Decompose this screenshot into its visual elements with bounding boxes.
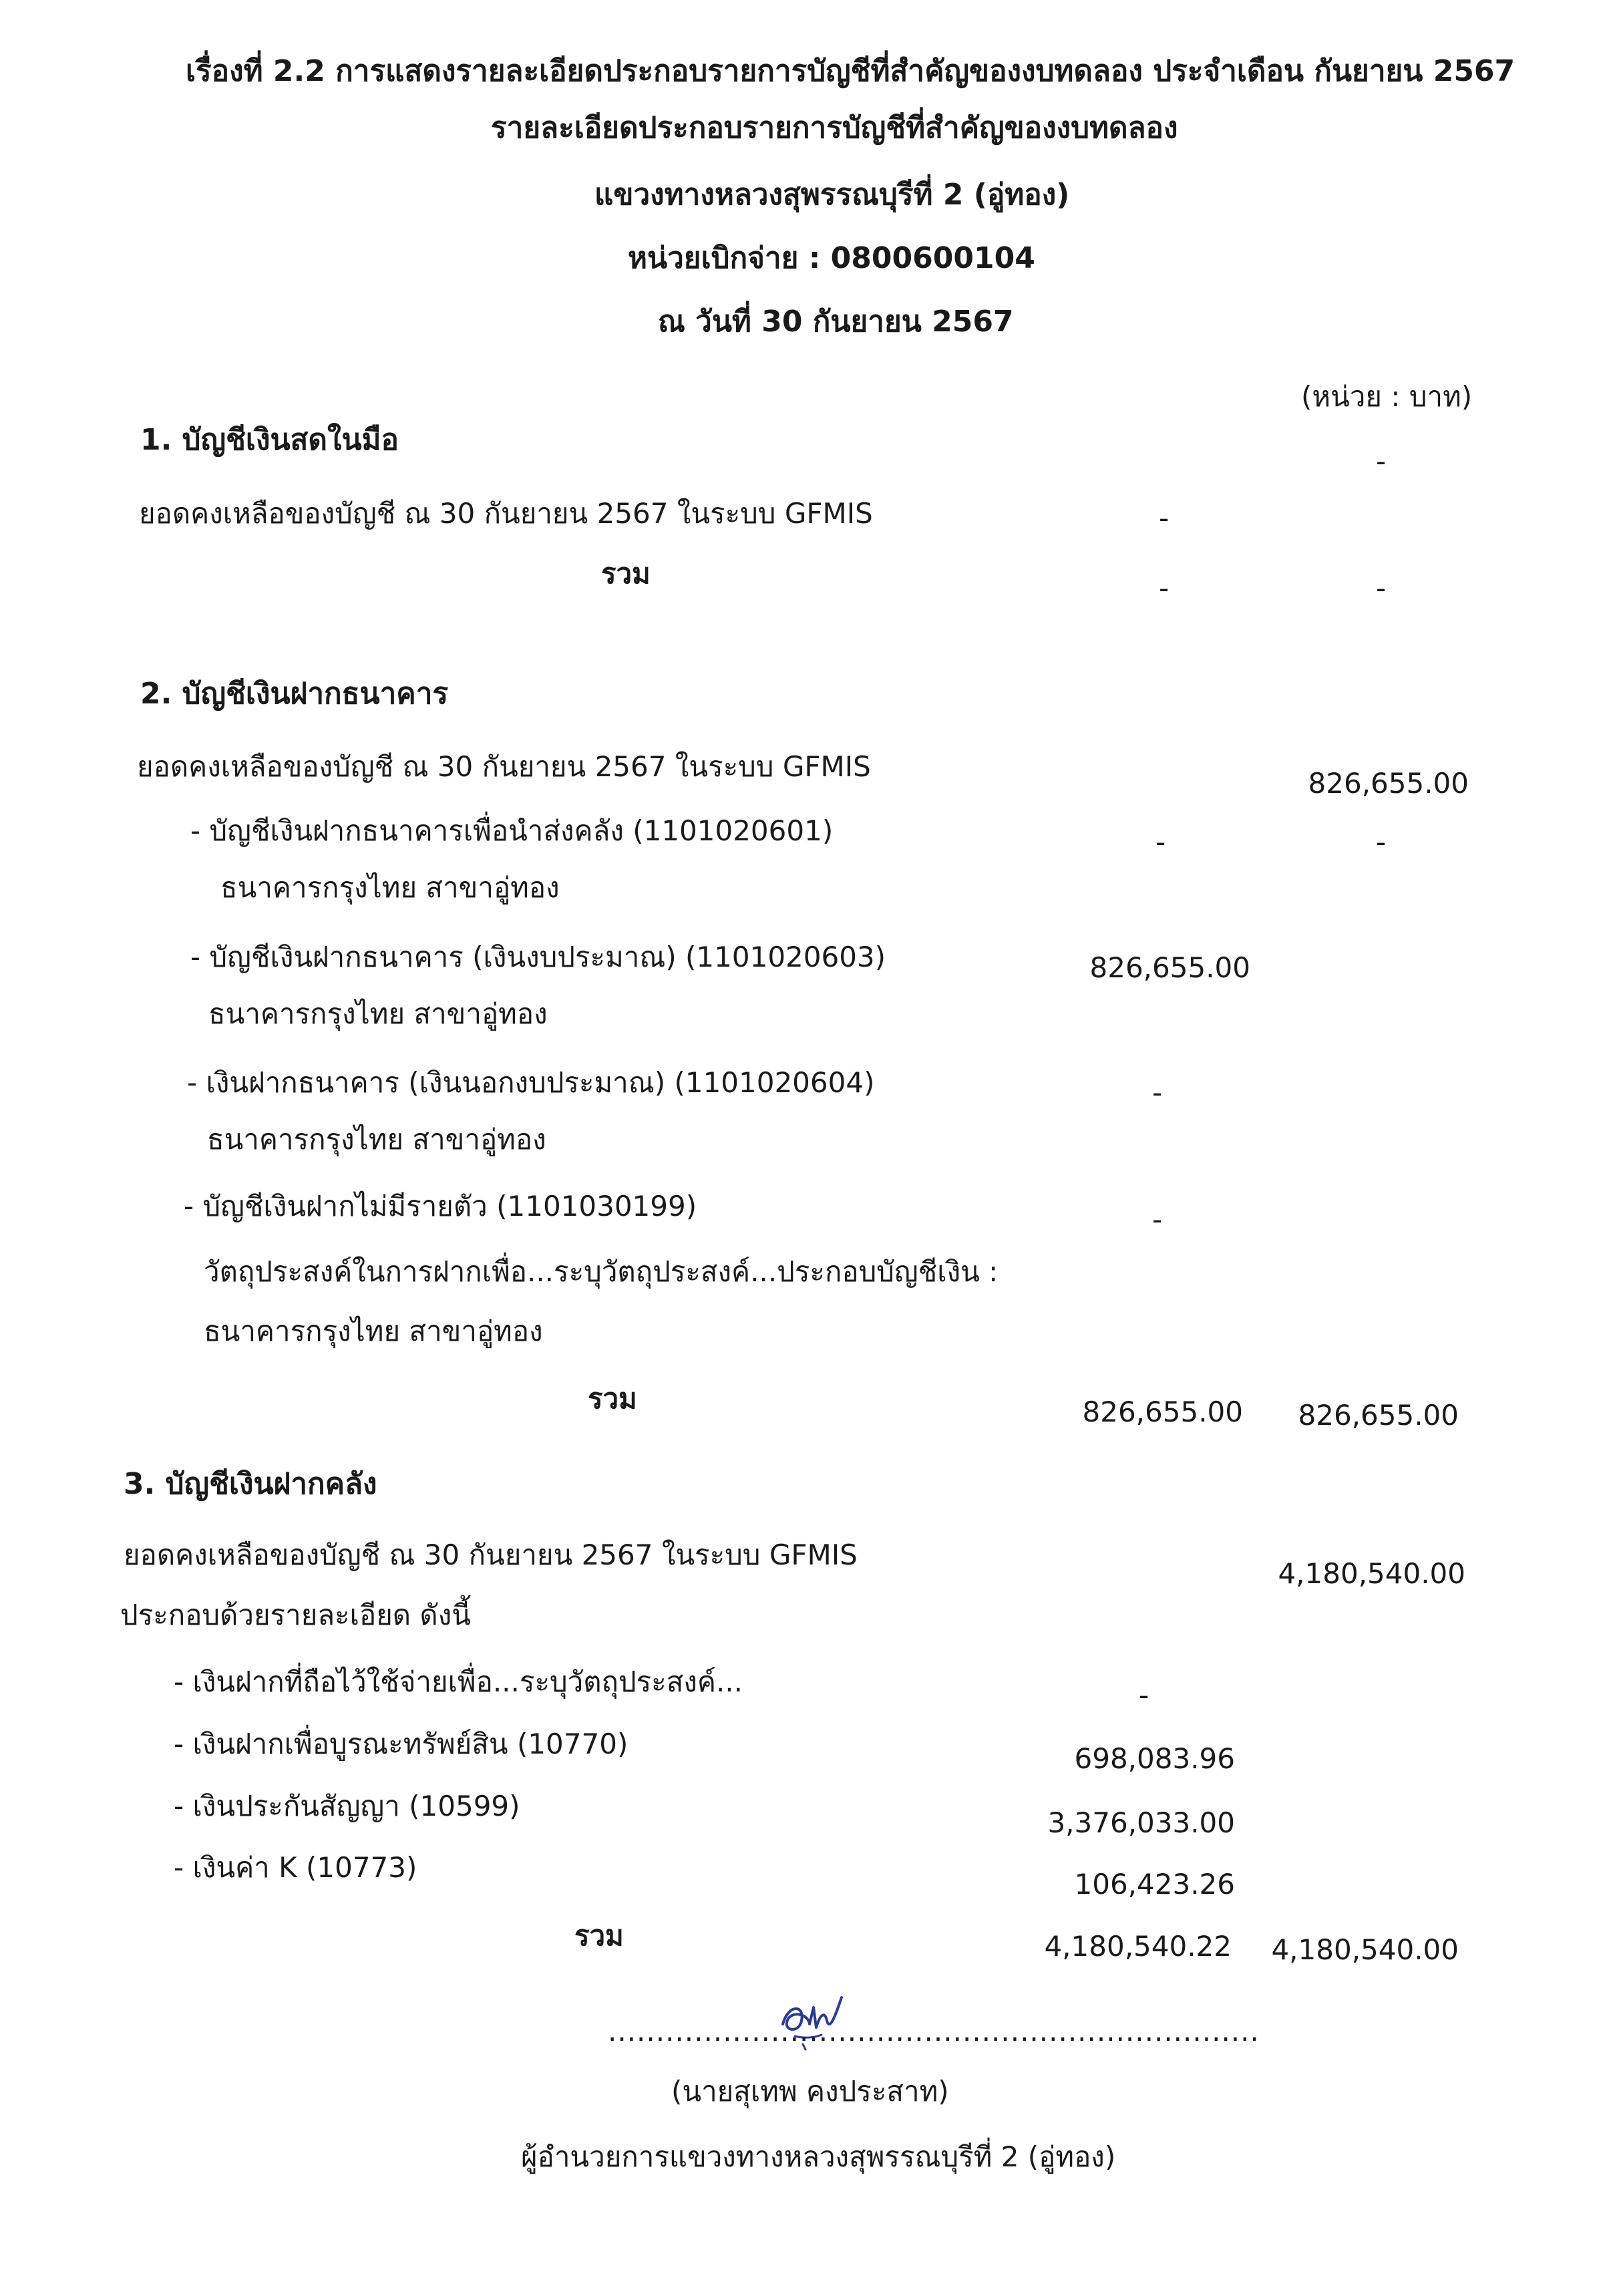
section3-item1-label: - เงินฝากที่ถือไว้ใช้จ่ายเพื่อ...ระบุวัตถุประสงค์... — [174, 1665, 743, 1698]
disbursement-unit: หน่วยเบิกจ่าย : 0800600104 — [628, 241, 1035, 275]
section1-total-col2: - — [1376, 572, 1387, 605]
section3-item3-label: - เงินประกันสัญญา (10599) — [174, 1790, 520, 1822]
section2-item4-bank: ธนาคารกรุงไทย สาขาอู่ทอง — [204, 1315, 543, 1347]
section2-item1-col2: - — [1376, 826, 1387, 858]
section1-total-col1: - — [1159, 572, 1170, 605]
section2-item1-bank: ธนาคารกรุงไทย สาขาอู่ทอง — [220, 871, 560, 904]
section2-item1-col1: - — [1155, 826, 1166, 858]
signer-name: (นายสุเทพ คงประสาท) — [671, 2075, 949, 2108]
signature-line: .................................................................... — [608, 2015, 1260, 2047]
section2-item2-bank: ธนาคารกรุงไทย สาขาอู่ทอง — [208, 997, 548, 1030]
section2-item2-label: - บัญชีเงินฝากธนาคาร (เงินงบประมาณ) (1101020603) — [190, 941, 886, 973]
section3-total-col1: 4,180,540.22 — [1044, 1930, 1232, 1963]
section2-item1-label: - บัญชีเงินฝากธนาคารเพื่อนำส่งคลัง (1101020601) — [190, 814, 834, 847]
section1-total-label: รวม — [601, 557, 651, 590]
section2-item4-col1: - — [1152, 1203, 1163, 1236]
section3-item2-col1: 698,083.96 — [1074, 1742, 1235, 1775]
section1-balance-label: ยอดคงเหลือของบัญชี ณ 30 กันยายน 2567 ในระบบ GFMIS — [139, 497, 873, 530]
section2-item4-label: - บัญชีเงินฝากไม่มีรายตัว (1101030199) — [184, 1190, 697, 1222]
unit-label: (หน่วย : บาท) — [1301, 380, 1473, 413]
section2-total-label: รวม — [588, 1382, 637, 1415]
report-date: ณ วันที่ 30 กันยายน 2567 — [658, 305, 1014, 339]
section2-balance-label: ยอดคงเหลือของบัญชี ณ 30 กันยายน 2567 ในระบบ GFMIS — [137, 750, 871, 783]
document-title: เรื่องที่ 2.2 การแสดงรายละเอียดประกอบรายการบัญชีที่สำคัญของงบทดลอง ประจำเดือน กันยายน 2567 — [186, 54, 1515, 88]
section2-item3-bank: ธนาคารกรุงไทย สาขาอู่ทอง — [207, 1123, 546, 1156]
section2-item4-purpose: วัตถุประสงค์ในการฝากเพื่อ...ระบุวัตถุประสงค์...ประกอบบัญชีเงิน : — [204, 1255, 999, 1288]
section3-title: 3. บัญชีเงินฝากคลัง — [124, 1467, 377, 1501]
section2-total-col2: 826,655.00 — [1298, 1399, 1459, 1432]
section2-item2-col1: 826,655.00 — [1089, 951, 1250, 984]
section2-balance-amount: 826,655.00 — [1308, 767, 1469, 800]
section3-balance-label: ยอดคงเหลือของบัญชี ณ 30 กันยายน 2567 ในระบบ GFMIS — [124, 1538, 858, 1571]
section2-item3-label: - เงินฝากธนาคาร (เงินนอกงบประมาณ) (1101020604) — [187, 1066, 875, 1099]
section3-item2-label: - เงินฝากเพื่อบูรณะทรัพย์สิน (10770) — [174, 1728, 629, 1760]
section2-total-col1: 826,655.00 — [1082, 1396, 1243, 1428]
signer-position: ผู้อำนวยการแขวงทางหลวงสุพรรณบุรีที่ 2 (อู่ทอง) — [521, 2140, 1116, 2173]
section3-item1-col1: - — [1139, 1679, 1149, 1711]
section3-total-col2: 4,180,540.00 — [1271, 1933, 1459, 1966]
section1-title: 1. บัญชีเงินสดในมือ — [140, 423, 399, 457]
section3-total-label: รวม — [574, 1919, 624, 1952]
section3-detail-label: ประกอบด้วยรายละเอียด ดังนี้ — [120, 1599, 471, 1631]
section3-item4-col1: 106,423.26 — [1074, 1868, 1235, 1901]
section3-item4-label: - เงินค่า K (10773) — [174, 1851, 417, 1884]
section2-title: 2. บัญชีเงินฝากธนาคาร — [140, 677, 449, 711]
document-subtitle: รายละเอียดประกอบรายการบัญชีที่สำคัญของงบทดลอง — [491, 111, 1178, 145]
office-name: แขวงทางหลวงสุพรรณบุรีที่ 2 (อู่ทอง) — [594, 178, 1070, 212]
section2-item3-col1: - — [1152, 1076, 1163, 1109]
section1-balance-value: - — [1159, 502, 1170, 534]
section3-item3-col1: 3,376,033.00 — [1047, 1806, 1235, 1839]
section3-balance-amount: 4,180,540.00 — [1278, 1557, 1465, 1590]
section1-title-amount: - — [1376, 445, 1387, 478]
